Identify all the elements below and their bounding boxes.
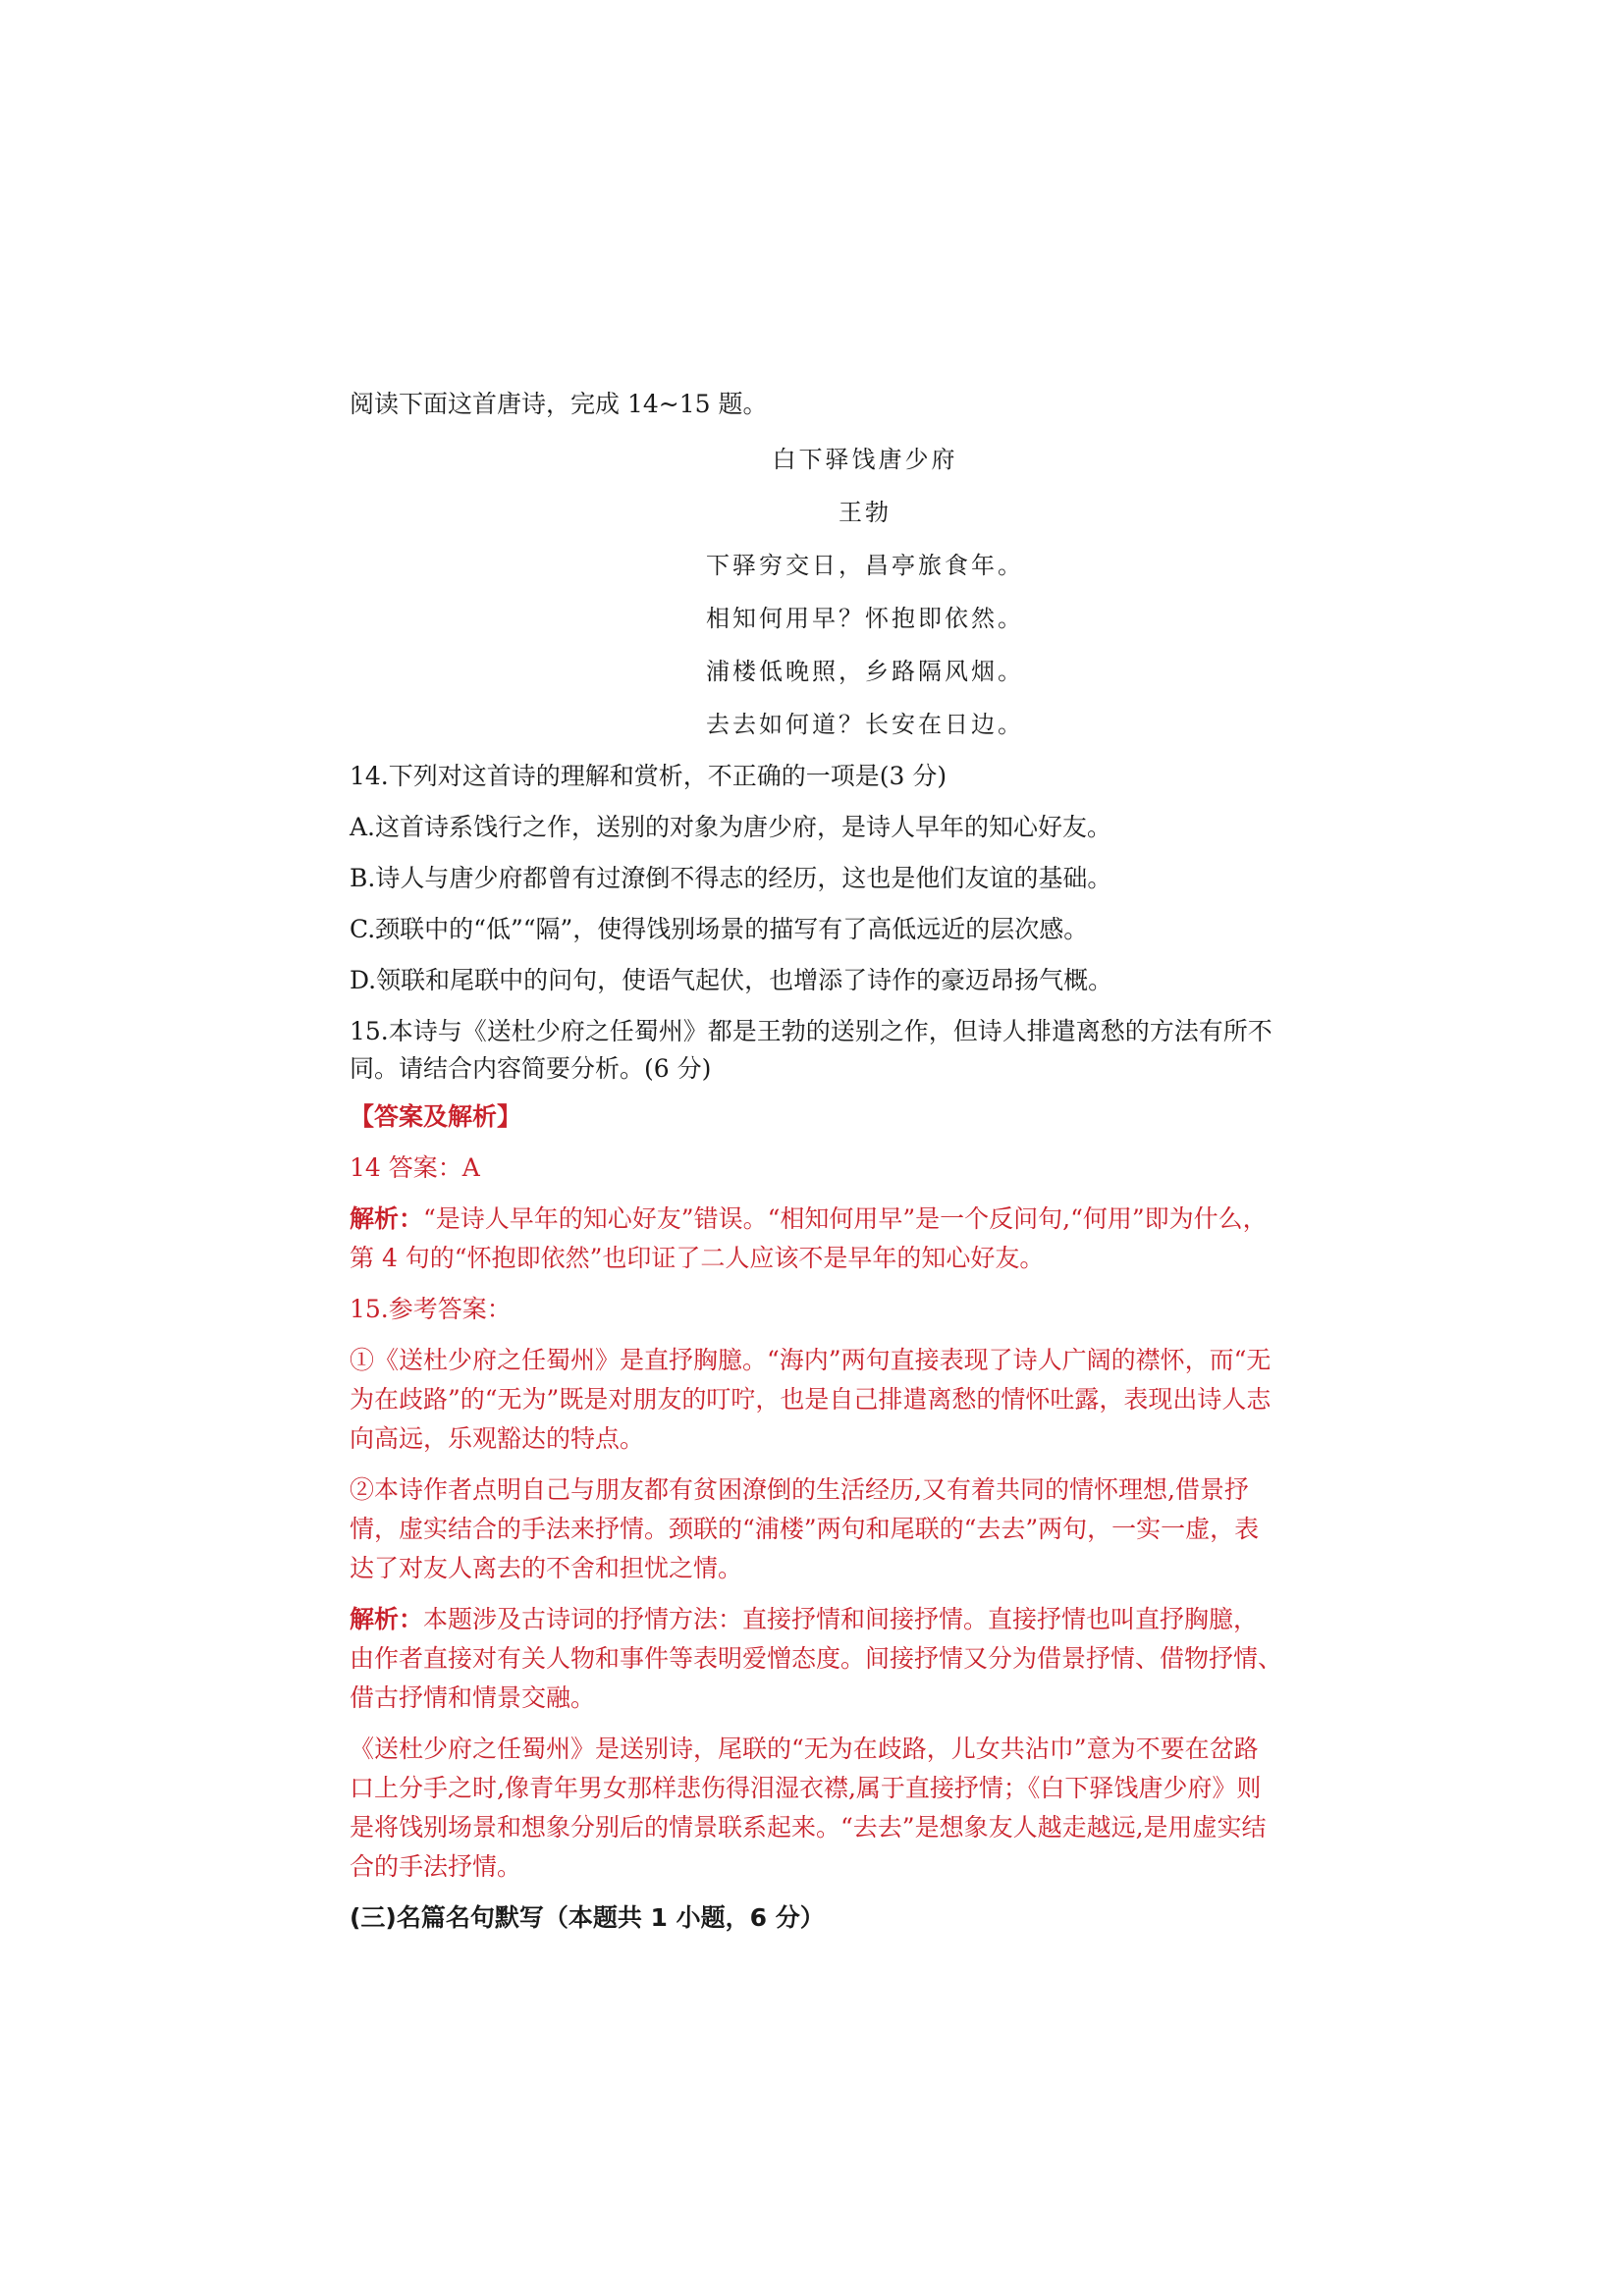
poem-line: 浦楼低晚照，乡路隔风烟。 — [706, 658, 1024, 685]
option-a: A.这首诗系饯行之作，送别的对象为唐少府，是诗人早年的知心好友。 — [350, 813, 1112, 841]
answer-15-extra: 《送杜少府之任蜀州》是送别诗，尾联的“无为在歧路，儿女共沾巾”意为不要在岔路口上分手之时,像青年男女那样悲伤得泪湿衣襟,属于直接抒情；《白下驿饯唐少府》则是将饯别场景和想象分别后的情景联系起来。“去去”是想象友人越走越远,是用虚实结合的手法抒情。 — [350, 1735, 1267, 1881]
poem-author: 王勃 — [839, 499, 892, 526]
analysis-text: “是诗人早年的知心好友”错误。“相知何用早”是一个反问句,“何用”即为什么，第 4 句的“怀抱即依然”也印证了二人应该不是早年的知心好友。 — [350, 1204, 1268, 1272]
poem-line: 去去如何道？长安在日边。 — [706, 711, 1024, 738]
answers-header: 【答案及解析】 — [350, 1102, 522, 1131]
answer-15-analysis — [350, 1600, 1282, 1718]
poem-title: 白下驿饯唐少府 — [772, 446, 958, 473]
option-b: B.诗人与唐少府都曾有过潦倒不得志的经历，这也是他们友谊的基础。 — [350, 864, 1112, 892]
question-15: 15.本诗与《送杜少府之任蜀州》都是王勃的送别之作，但诗人排遣离愁的方法有所不同。请结合内容简要分析。(6 分) — [350, 1017, 1272, 1083]
poem-line: 下驿穷交日，昌亭旅食年。 — [706, 552, 1024, 579]
reading-intro: 阅读下面这首唐诗，完成 14~15 题。 — [350, 390, 768, 418]
analysis-text: 本题涉及古诗词的抒情方法：直接抒情和间接抒情。直接抒情也叫直抒胸臆，由作者直接对有关人物和事件等表明爱憎态度。间接抒情又分为借景抒情、借物抒情、借古抒情和情景交融。 — [350, 1605, 1283, 1712]
option-c: C.颈联中的“低”“隔”，使得饯别场景的描写有了高低远近的层次感。 — [350, 915, 1089, 943]
answer-14-analysis — [350, 1200, 1282, 1278]
answer-15-point-1: ①《送杜少府之任蜀州》是直抒胸臆。“海内”两句直接表现了诗人广阔的襟怀，而“无为在歧路”的“无为”既是对朋友的叮咛，也是自己排遣离愁的情怀吐露，表现出诗人志向高远，乐观豁达的特点。 — [350, 1346, 1272, 1453]
question-14: 14.下列对这首诗的理解和赏析，不正确的一项是(3 分) — [350, 762, 947, 790]
option-d: D.领联和尾联中的问句，使语气起伏，也增添了诗作的豪迈昂扬气概。 — [350, 966, 1113, 994]
answer-15-point-2: ②本诗作者点明自己与朋友都有贫困潦倒的生活经历,又有着共同的情怀理想,借景抒情，虚实结合的手法来抒情。颈联的“浦楼”两句和尾联的“去去”两句，一实一虚，表达了对友人离去的不舍和担忧之情。 — [350, 1475, 1260, 1582]
answer-14: 14 答案：A — [350, 1153, 480, 1182]
document-page — [350, 385, 1282, 1938]
answer-15-title: 15.参考答案： — [350, 1295, 512, 1323]
section-heading: (三)名篇名句默写（本题共 1 小题，6 分） — [350, 1903, 825, 1932]
analysis-label: 解析： — [350, 1605, 424, 1633]
analysis-label: 解析： — [350, 1204, 424, 1233]
poem-line: 相知何用早？怀抱即依然。 — [706, 605, 1024, 632]
